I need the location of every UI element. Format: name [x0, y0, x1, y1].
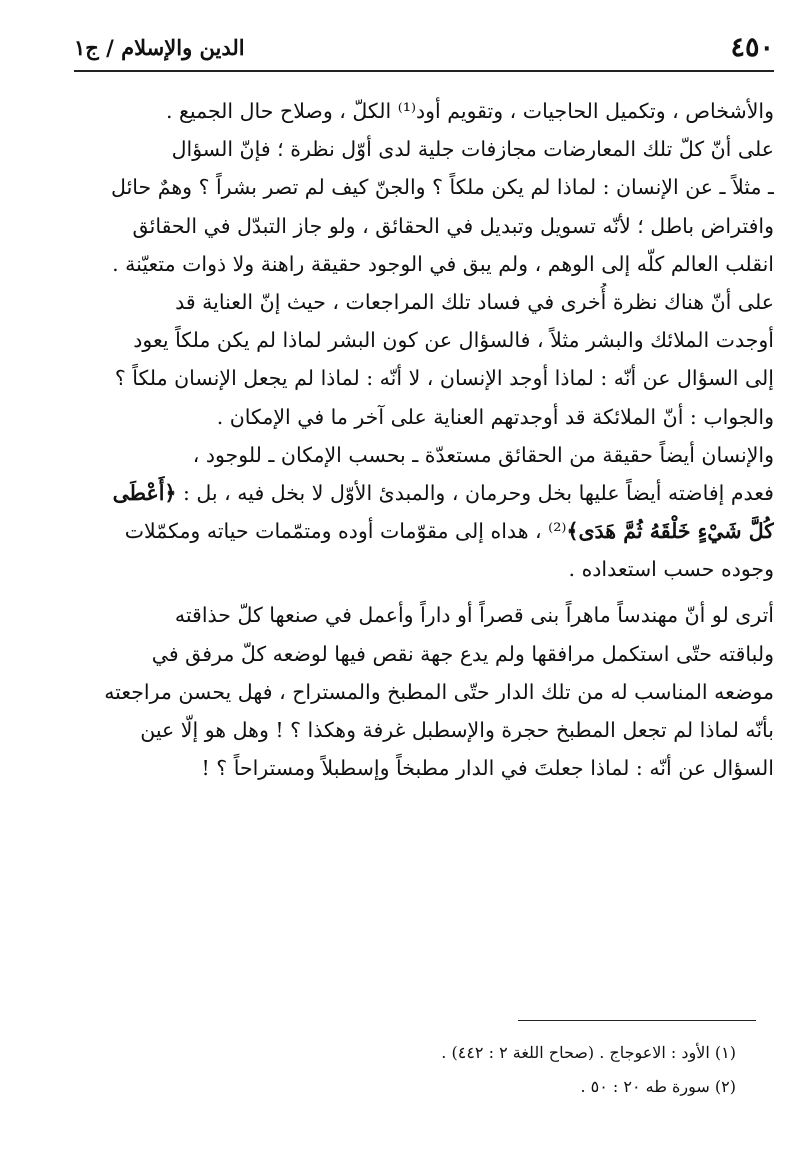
- text-line: السؤال عن أنّه : لماذا جعلتَ في الدار مطبخاً وإسطبلاً ومستراحاً ؟ !: [201, 756, 774, 781]
- text-line: انقلب العالم كلّه إلى الوهم ، ولم يبق في الوجود حقيقة راهنة ولا ذوات متعيّنة .: [112, 251, 774, 276]
- running-title: الدين والإسلام / ج١: [74, 34, 245, 60]
- text-line: ولباقته حتّى استكمل مرافقها ولم يدع جهة نقص فيها لوضعه كلّ مرفق في: [151, 641, 774, 666]
- quran-quote-end: كُلَّ شَيْءٍ خَلْقَهُ ثُمَّ هَدَى﴾: [566, 519, 774, 544]
- text-line: أترى لو أنّ مهندساً ماهراً بنى قصراً أو داراً وأعمل في صنعها كلّ حذاقته: [174, 603, 774, 628]
- text-line: بأنّه لماذا لم تجعل المطبخ حجرة والإسطبل غرفة وهكذا ؟ ! وهل هو إلّا عين: [140, 718, 774, 742]
- text-line: أوجدت الملائك والبشر مثلاً ، فالسؤال عن كون البشر لماذا لم يكن ملكاً يعود: [133, 328, 774, 353]
- text-line: على أنّ كلّ تلك المعارضات مجازفات جلية لدى أوّل نظرة ؛ فإنّ السؤال: [171, 137, 774, 162]
- text-line: وافتراض باطل ؛ لأنّه تسويل وتبديل في الحقائق ، ولو جاز التبدّل في الحقائق: [132, 213, 774, 238]
- text-line: والجواب : أنّ الملائكة قد أوجدتهم العناية على آخر ما في الإمكان .: [216, 404, 774, 429]
- text-line: ـ مثلاً ـ عن الإنسان : لماذا لم يكن ملكاً ؟ والجنّ كيف لم تصر بشراً ؟ وهمٌ حائل: [111, 175, 774, 200]
- header-divider: [74, 70, 774, 72]
- page-header: [74, 28, 774, 66]
- page-number: ٤٥٠: [730, 31, 774, 63]
- footnote: (٢) سورة طه ٢٠ : ٥٠ .: [580, 1077, 736, 1096]
- text-segment: ⁽²⁾ ، هداه إلى مقوّمات أوده ومتمّمات حياته ومكمّلات: [124, 519, 567, 544]
- quran-quote-start: ﴿أَعْطَى: [112, 480, 177, 505]
- text-line: [74, 512, 774, 550]
- text-line: على أنّ هناك نظرة أُخرى في فساد تلك المراجعات ، حيث إنّ العناية قد: [175, 289, 774, 314]
- footnote: (١) الأود : الاعوجاج . (صحاح اللغة ٢ : ٤٤٢) .: [441, 1043, 736, 1062]
- text-line: [74, 474, 774, 512]
- footnote-divider: [518, 1020, 756, 1021]
- main-text: [74, 92, 774, 787]
- text-line: موضعه المناسب له من تلك الدار حتّى المطبخ والمستراح ، فهل يحسن مراجعته: [104, 679, 774, 704]
- text-line: وجوده حسب استعداده .: [568, 557, 774, 582]
- text-line: والأشخاص ، وتكميل الحاجيات ، وتقويم أود⁽¹⁾ الكلّ ، وصلاح حال الجميع .: [165, 99, 774, 123]
- text-line: إلى السؤال عن أنّه : لماذا أوجد الإنسان ، لا أنّه : لماذا لم يجعل الإنسان ملكاً ؟: [114, 366, 774, 391]
- footnotes: [74, 1036, 736, 1104]
- text-segment: فعدم إفاضته أيضاً عليها بخل وحرمان ، والمبدئ الأوّل لا بخل فيه ، بل :: [182, 480, 774, 505]
- text-line: والإنسان أيضاً حقيقة من الحقائق مستعدّة ـ بحسب الإمكان ـ للوجود ،: [192, 442, 774, 467]
